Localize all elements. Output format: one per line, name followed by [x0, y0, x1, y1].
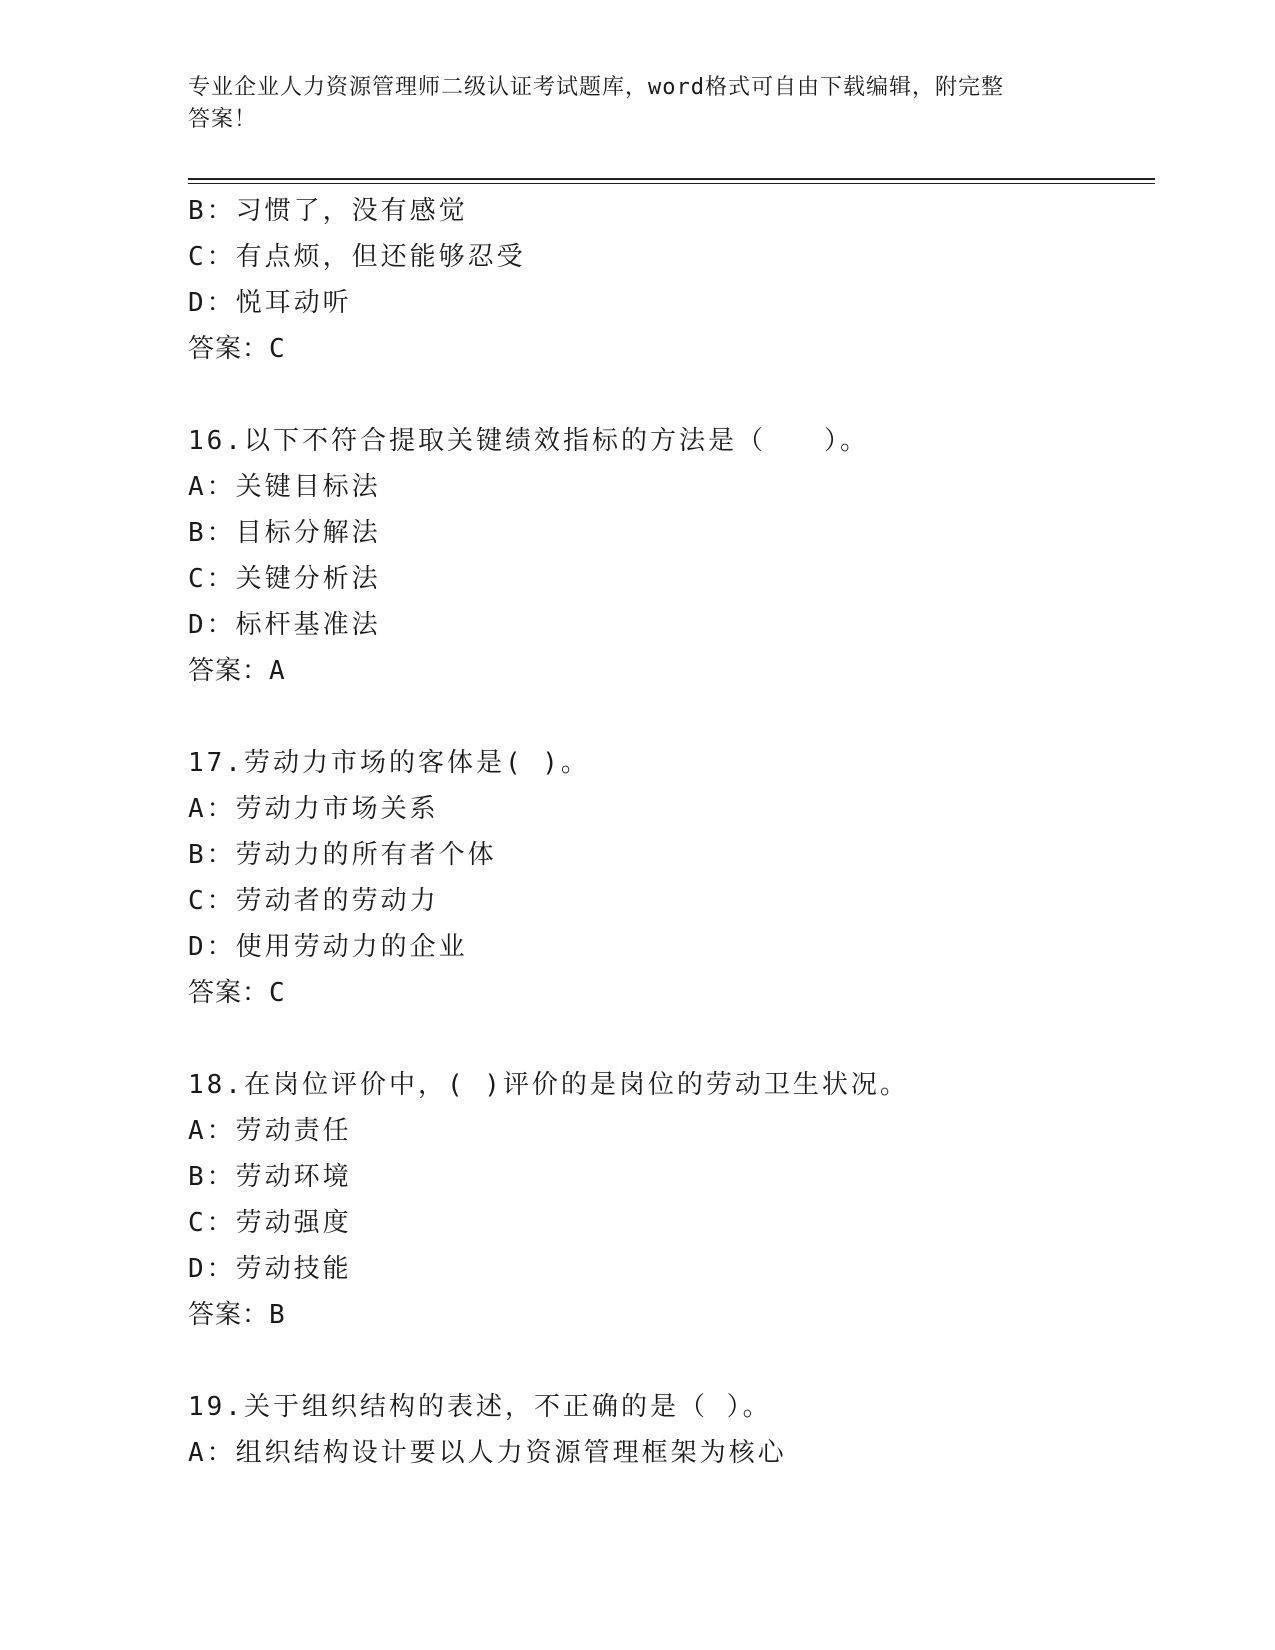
option-a: A：劳动力市场关系 [188, 794, 439, 824]
answer-line: 答案：B [188, 1300, 286, 1330]
option-d: D：使用劳动力的企业 [188, 932, 468, 962]
option-a: A：劳动责任 [188, 1116, 352, 1146]
question-block-18 [188, 1062, 1148, 1338]
option-d: D：悦耳动听 [188, 288, 352, 318]
option-c: C：关键分析法 [188, 564, 381, 594]
option-b: B：习惯了，没有感觉 [188, 196, 468, 226]
option-c: C：有点烦，但还能够忍受 [188, 242, 526, 272]
question-stem: 19.关于组织结构的表述，不正确的是（ ）。 [188, 1392, 772, 1422]
header-line-1: 专业企业人力资源管理师二级认证考试题库，word格式可自由下载编辑，附完整 [188, 75, 1004, 100]
question-block-16 [188, 418, 1148, 694]
header-line-2: 答案！ [188, 107, 258, 132]
question-list [188, 188, 1148, 1476]
question-stem: 16.以下不符合提取关键绩效指标的方法是（ ）。 [188, 426, 869, 456]
answer-line: 答案：A [188, 656, 286, 686]
question-block-19 [188, 1384, 1148, 1476]
option-c: C：劳动者的劳动力 [188, 886, 439, 916]
question-block-17 [188, 740, 1148, 1016]
question-stem: 17.劳动力市场的客体是( )。 [188, 748, 590, 778]
option-b: B：目标分解法 [188, 518, 381, 548]
option-b: B：劳动环境 [188, 1162, 352, 1192]
option-c: C：劳动强度 [188, 1208, 352, 1238]
answer-line: 答案：C [188, 978, 286, 1008]
header-divider-thick [188, 178, 1155, 180]
document-header [188, 72, 1088, 136]
question-stem: 18.在岗位评价中，( )评价的是岗位的劳动卫生状况。 [188, 1070, 909, 1100]
option-d: D：标杆基准法 [188, 610, 381, 640]
option-a: A：组织结构设计要以人力资源管理框架为核心 [188, 1438, 787, 1468]
option-b: B：劳动力的所有者个体 [188, 840, 497, 870]
question-block-partial [188, 188, 1148, 372]
answer-line: 答案：C [188, 334, 286, 364]
option-d: D：劳动技能 [188, 1254, 352, 1284]
option-a: A：关键目标法 [188, 472, 381, 502]
header-divider-thin [188, 183, 1155, 184]
